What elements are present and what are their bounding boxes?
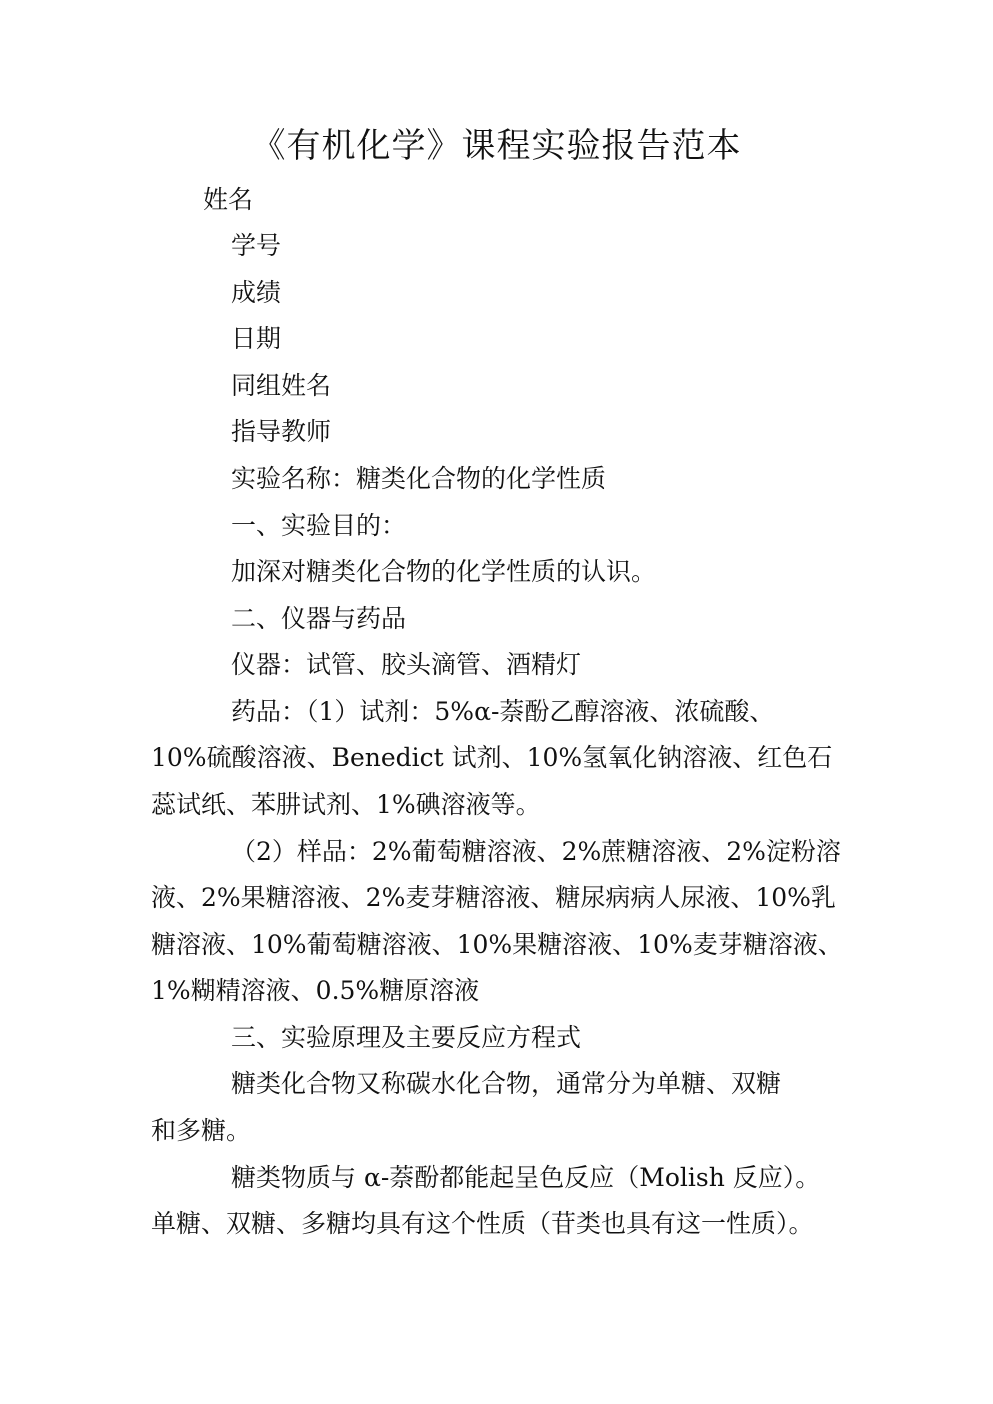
reagents-line-2: 10%硫酸溶液、Benedict 试剂、10%氢氧化钠溶液、红色石 xyxy=(151,743,833,772)
principle-paragraph-2-line-2: 单糖、双糖、多糖均具有这个性质（苷类也具有这一性质）。 xyxy=(151,1209,814,1238)
field-score-label: 成绩 xyxy=(231,278,282,307)
field-instructor-label: 指导教师 xyxy=(231,417,332,446)
document-title: 《有机化学》课程实验报告范本 xyxy=(251,126,742,166)
instruments-line: 仪器：试管、胶头滴管、酒精灯 xyxy=(231,650,582,679)
field-student-id-label: 学号 xyxy=(231,231,282,260)
samples-line-1: （2）样品：2%葡萄糖溶液、2%蔗糖溶液、2%淀粉溶 xyxy=(231,837,841,866)
experiment-name: 实验名称：糖类化合物的化学性质 xyxy=(231,464,607,493)
samples-line-4: 1%糊精溶液、0.5%糖原溶液 xyxy=(151,976,480,1005)
section-principle-heading: 三、实验原理及主要反应方程式 xyxy=(231,1023,582,1052)
section-purpose-text: 加深对糖类化合物的化学性质的认识。 xyxy=(231,557,657,586)
section-materials-heading: 二、仪器与药品 xyxy=(231,604,407,633)
field-name-label: 姓名 xyxy=(203,185,254,214)
reagents-line-3: 蕊试纸、苯肼试剂、1%碘溶液等。 xyxy=(151,790,541,819)
section-purpose-heading: 一、实验目的： xyxy=(231,511,407,540)
principle-paragraph-1-line-2: 和多糖。 xyxy=(151,1116,252,1145)
field-date-label: 日期 xyxy=(231,324,282,353)
principle-paragraph-1-line-1: 糖类化合物又称碳水化合物，通常分为单糖、双糖 xyxy=(231,1069,782,1098)
samples-line-3: 糖溶液、10%葡萄糖溶液、10%果糖溶液、10%麦芽糖溶液、 xyxy=(151,930,843,959)
field-group-members-label: 同组姓名 xyxy=(231,371,332,400)
principle-paragraph-2-line-1: 糖类物质与 α-萘酚都能起呈色反应（Molish 反应）。 xyxy=(231,1163,821,1192)
reagents-line-1: 药品：（1）试剂：5%α-萘酚乙醇溶液、浓硫酸、 xyxy=(231,697,775,726)
samples-line-2: 液、2%果糖溶液、2%麦芽糖溶液、糖尿病病人尿液、10%乳 xyxy=(151,883,836,912)
